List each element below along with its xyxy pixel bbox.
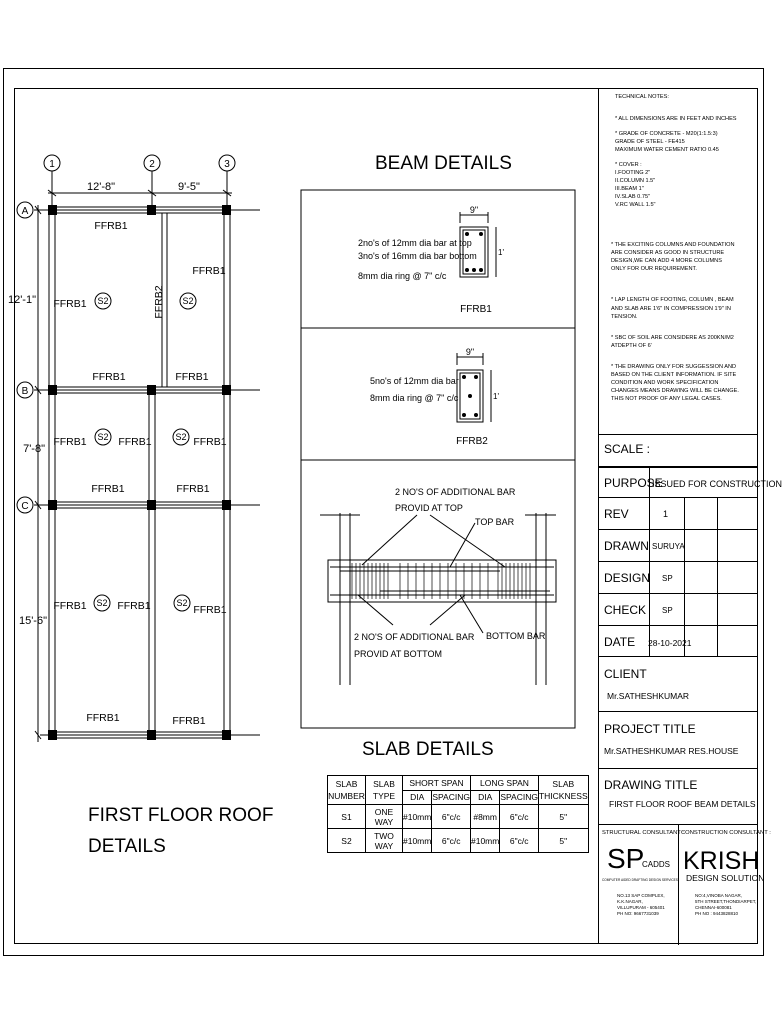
ffrb1-section-name: FFRB1 xyxy=(460,304,492,315)
cell-thickness: 5" xyxy=(538,829,588,853)
note-line: V.RC WALL 1.5" xyxy=(615,202,656,208)
col-slab-type: SLAB TYPE xyxy=(366,776,403,805)
sp-address-line: K.K.NAGAR, xyxy=(617,899,643,904)
drawn-row xyxy=(599,529,757,562)
sp-cadds-logo: SP xyxy=(607,843,645,874)
table-row xyxy=(328,805,589,829)
slab-label: S2 xyxy=(97,296,109,306)
note-line: IV.SLAB 0.75" xyxy=(615,194,651,200)
note-line: * ALL DIMENSIONS ARE IN FEET AND INCHES xyxy=(615,116,737,122)
ffrb2-spec-line2: 8mm dia ring @ 7" c/c xyxy=(370,393,459,403)
cell-slab-number: S1 xyxy=(328,805,366,829)
col-slab-thickness: SLAB THICKNESS xyxy=(538,776,588,805)
grid-letter-b: B xyxy=(21,386,29,397)
cell-short-spacing: 6"c/c xyxy=(432,829,471,853)
consultants-row xyxy=(599,824,771,945)
project-title-value: Mr.SATHESHKUMAR RES.HOUSE xyxy=(604,746,739,756)
grid-number-1: 1 xyxy=(49,159,55,170)
note-line: III.BEAM 1" xyxy=(615,186,644,192)
drawn-label: DRAWN xyxy=(604,539,649,553)
note-line: CONDITION AND WORK SPECIFICATION xyxy=(611,380,719,386)
note-line: GRADE OF STEEL - FE415 xyxy=(615,139,685,145)
cell-slab-number: S2 xyxy=(328,829,366,853)
note-line: I.FOOTING 2" xyxy=(615,170,651,176)
krish-logo: KRISH xyxy=(683,847,760,875)
beam-label: FFRB1 xyxy=(193,604,227,616)
plan-title-line1: FIRST FLOOR ROOF xyxy=(88,805,274,826)
beam-label: FFRB1 xyxy=(118,436,152,448)
sp-address-line: NO.13 SAP COMPLEX, xyxy=(617,893,665,898)
scale-row xyxy=(599,434,757,465)
dim-v3: 15'-6" xyxy=(18,615,47,627)
ffrb1-spec-line2: 3no's of 16mm dia bar bottom xyxy=(358,251,477,261)
sp-cadds-tagline: COMPUTER AIDED DRAFTING DESIGN SERVICES xyxy=(602,878,678,882)
cell-long-dia: #8mm xyxy=(470,805,499,829)
beam-details-panel xyxy=(300,185,580,730)
ffrb2-section-name: FFRB2 xyxy=(456,436,488,447)
slab-label: S2 xyxy=(176,598,188,608)
beam-label: FFRB1 xyxy=(193,436,227,448)
rev-value: 1 xyxy=(663,509,669,519)
purpose-value: ISSUED FOR CONSTRUCTION xyxy=(652,479,782,489)
krish-address-line: 5TH STREET,THONDIARPET, xyxy=(695,899,757,904)
grid-letter-c: C xyxy=(21,501,29,512)
rev-label: REV xyxy=(604,507,629,521)
section-bottom-bar: BOTTOM BAR xyxy=(486,631,546,641)
beam-label: FFRB1 xyxy=(172,715,206,727)
col-short-dia: DIA xyxy=(403,790,432,805)
section-add-bottom-2: PROVID AT BOTTOM xyxy=(354,649,443,659)
note-line: * SBC OF SOIL ARE CONSIDERE AS 200KN/M2 xyxy=(611,335,734,341)
ffrb1-spec-line3: 8mm dia ring @ 7" c/c xyxy=(358,271,447,281)
design-value: SP xyxy=(662,574,673,583)
note-line: * LAP LENGTH OF FOOTING, COLUMN , BEAM xyxy=(611,297,734,303)
ffrb2-width-dim: 9" xyxy=(465,347,475,357)
table-row xyxy=(328,829,589,853)
col-short-spacing: SPACING xyxy=(432,790,471,805)
drawing-title-row xyxy=(599,768,757,825)
drawing-title-label: DRAWING TITLE xyxy=(604,778,698,792)
krish-address-line: NO:4,VINOBA NAGAR, xyxy=(695,893,743,898)
check-label: CHECK xyxy=(604,603,647,617)
structural-consultant-label: STRUCTURAL CONSULTANT : xyxy=(602,830,684,836)
section-add-bottom-1: 2 NO'S OF ADDITIONAL BAR xyxy=(354,632,475,642)
date-row xyxy=(599,625,757,657)
ffrb1-width-dim: 9" xyxy=(469,205,479,215)
section-top-bar: TOP BAR xyxy=(475,517,515,527)
note-line: ARE CONSIDER AS GOOD IN STRUCTURE xyxy=(611,250,725,256)
date-label: DATE xyxy=(604,635,636,649)
note-line: ONLY FOR OUR REQUIREMENT. xyxy=(611,266,697,272)
notes-title: TECHNICAL NOTES: xyxy=(615,94,669,100)
project-row xyxy=(599,711,757,768)
note-line: II.COLUMN 1.5" xyxy=(615,178,656,184)
note-line: CHANGES MEANS DRAWING WILL BE CHANGE. xyxy=(611,388,739,394)
beam-label: FFRB1 xyxy=(86,712,120,724)
ffrb1-depth-dim: 1' xyxy=(498,248,504,257)
beam-label: FFRB1 xyxy=(91,483,125,495)
note-line: * THE DRAWING ONLY FOR SUGGESSION AND xyxy=(611,364,737,370)
client-row xyxy=(599,656,757,712)
note-line: BASED ON THE CLIENT INFORMATION. IF SITE xyxy=(611,372,737,378)
beam-label: FFRB1 xyxy=(175,371,209,383)
beam-label-ffrb2: FFRB2 xyxy=(153,285,165,319)
purpose-label: PURPOSE xyxy=(604,476,663,490)
note-line: * THE EXCITING COLUMNS AND FOUNDATION xyxy=(611,242,735,248)
check-value: SP xyxy=(662,606,673,615)
slab-label: S2 xyxy=(182,296,194,306)
ffrb2-depth-dim: 1' xyxy=(493,392,499,401)
beam-label: FFRB1 xyxy=(92,371,126,383)
floor-plan xyxy=(0,0,300,760)
client-value: Mr.SATHESHKUMAR xyxy=(607,691,690,701)
ffrb2-spec-line1: 5no's of 12mm dia bar xyxy=(370,376,459,386)
note-line: AND SLAB ARE 1'6" IN COMPRESSION 1'9" IN xyxy=(611,306,731,312)
cell-thickness: 5" xyxy=(538,805,588,829)
note-line: THIS NOT PROOF OF ANY LEGAL CASES. xyxy=(611,396,722,402)
sp-address-line: VILLUPURAM - 605401 xyxy=(617,905,665,910)
beam-label: FFRB1 xyxy=(117,600,151,612)
dim-v1: 12'-1" xyxy=(7,294,36,306)
dim-v2: 7'-8" xyxy=(23,443,45,455)
krish-logo-sub: DESIGN SOLUTION xyxy=(686,873,765,883)
cell-long-dia: #10mm xyxy=(470,829,499,853)
beam-label: FFRB1 xyxy=(94,220,128,232)
slab-details-heading: SLAB DETAILS xyxy=(362,739,494,760)
section-add-top-2: PROVID AT TOP xyxy=(395,503,463,513)
grid-letter-a: A xyxy=(21,206,29,217)
dim-h1: 12'-8" xyxy=(86,181,116,193)
slab-label: S2 xyxy=(96,598,108,608)
sp-address-line: PH NO: 9667731039 xyxy=(617,911,659,916)
sp-cadds-logo-sub: CADDS xyxy=(642,860,671,869)
design-row xyxy=(599,561,757,594)
col-short-span: SHORT SPAN xyxy=(403,776,471,791)
title-block xyxy=(598,88,782,944)
note-line: MAXIMUM WATER CEMENT RATIO 0.45 xyxy=(615,147,719,153)
drawn-value: SURUYA xyxy=(652,542,685,551)
cell-long-spacing: 6"c/c xyxy=(500,829,539,853)
cell-short-dia: #10mm xyxy=(403,805,432,829)
beam-label: FFRB1 xyxy=(53,600,87,612)
col-long-span: LONG SPAN xyxy=(470,776,538,791)
beam-label: FFRB1 xyxy=(192,265,226,277)
drawing-title-value: FIRST FLOOR ROOF BEAM DETAILS xyxy=(609,799,756,809)
cell-long-spacing: 6"c/c xyxy=(500,805,539,829)
col-long-dia: DIA xyxy=(470,790,499,805)
plan-title-line2: DETAILS xyxy=(88,836,166,857)
beam-label: FFRB1 xyxy=(176,483,210,495)
beam-label: FFRB1 xyxy=(53,298,87,310)
cell-slab-type: ONE WAY xyxy=(366,805,403,829)
slab-label: S2 xyxy=(97,432,109,442)
purpose-row xyxy=(599,466,782,498)
note-line: TENSION. xyxy=(611,314,638,320)
col-long-spacing: SPACING xyxy=(500,790,539,805)
technical-notes xyxy=(599,88,757,434)
scale-label: SCALE : xyxy=(604,442,651,456)
client-label: CLIENT xyxy=(604,667,647,681)
design-label: DESIGN xyxy=(604,571,651,585)
note-line: ATDEPTH OF 6' xyxy=(611,343,652,349)
slab-label: S2 xyxy=(175,432,187,442)
ffrb1-spec-line1: 2no's of 12mm dia bar at top xyxy=(358,238,472,248)
note-line: DESIGN,WE CAN ADD 4 MORE COLUMNS xyxy=(611,258,722,264)
note-line: * COVER : xyxy=(615,162,642,168)
cell-short-dia: #10mm xyxy=(403,829,432,853)
note-line: * GRADE OF CONCRETE - M20(1:1.5:3) xyxy=(615,131,718,137)
cell-slab-type: TWO WAY xyxy=(366,829,403,853)
beam-details-heading: BEAM DETAILS xyxy=(375,153,512,174)
grid-number-3: 3 xyxy=(224,159,230,170)
rev-row xyxy=(599,497,757,530)
beam-label: FFRB1 xyxy=(53,436,87,448)
date-value: 28-10-2021 xyxy=(648,638,692,648)
cell-short-spacing: 6"c/c xyxy=(432,805,471,829)
krish-address-line: CHENNAI-600081 xyxy=(695,905,732,910)
check-row xyxy=(599,593,757,626)
dim-h2: 9'-5" xyxy=(178,181,200,193)
krish-address-line: PH NO : 9443828810 xyxy=(695,911,739,916)
grid-number-2: 2 xyxy=(149,159,155,170)
col-slab-number: SLAB NUMBER xyxy=(328,776,366,805)
project-title-label: PROJECT TITLE xyxy=(604,722,696,736)
section-add-top-1: 2 NO'S OF ADDITIONAL BAR xyxy=(395,487,516,497)
slab-table xyxy=(327,775,589,853)
construction-consultant-label: CONSTRUCTION CONSULTANT : xyxy=(681,830,771,836)
